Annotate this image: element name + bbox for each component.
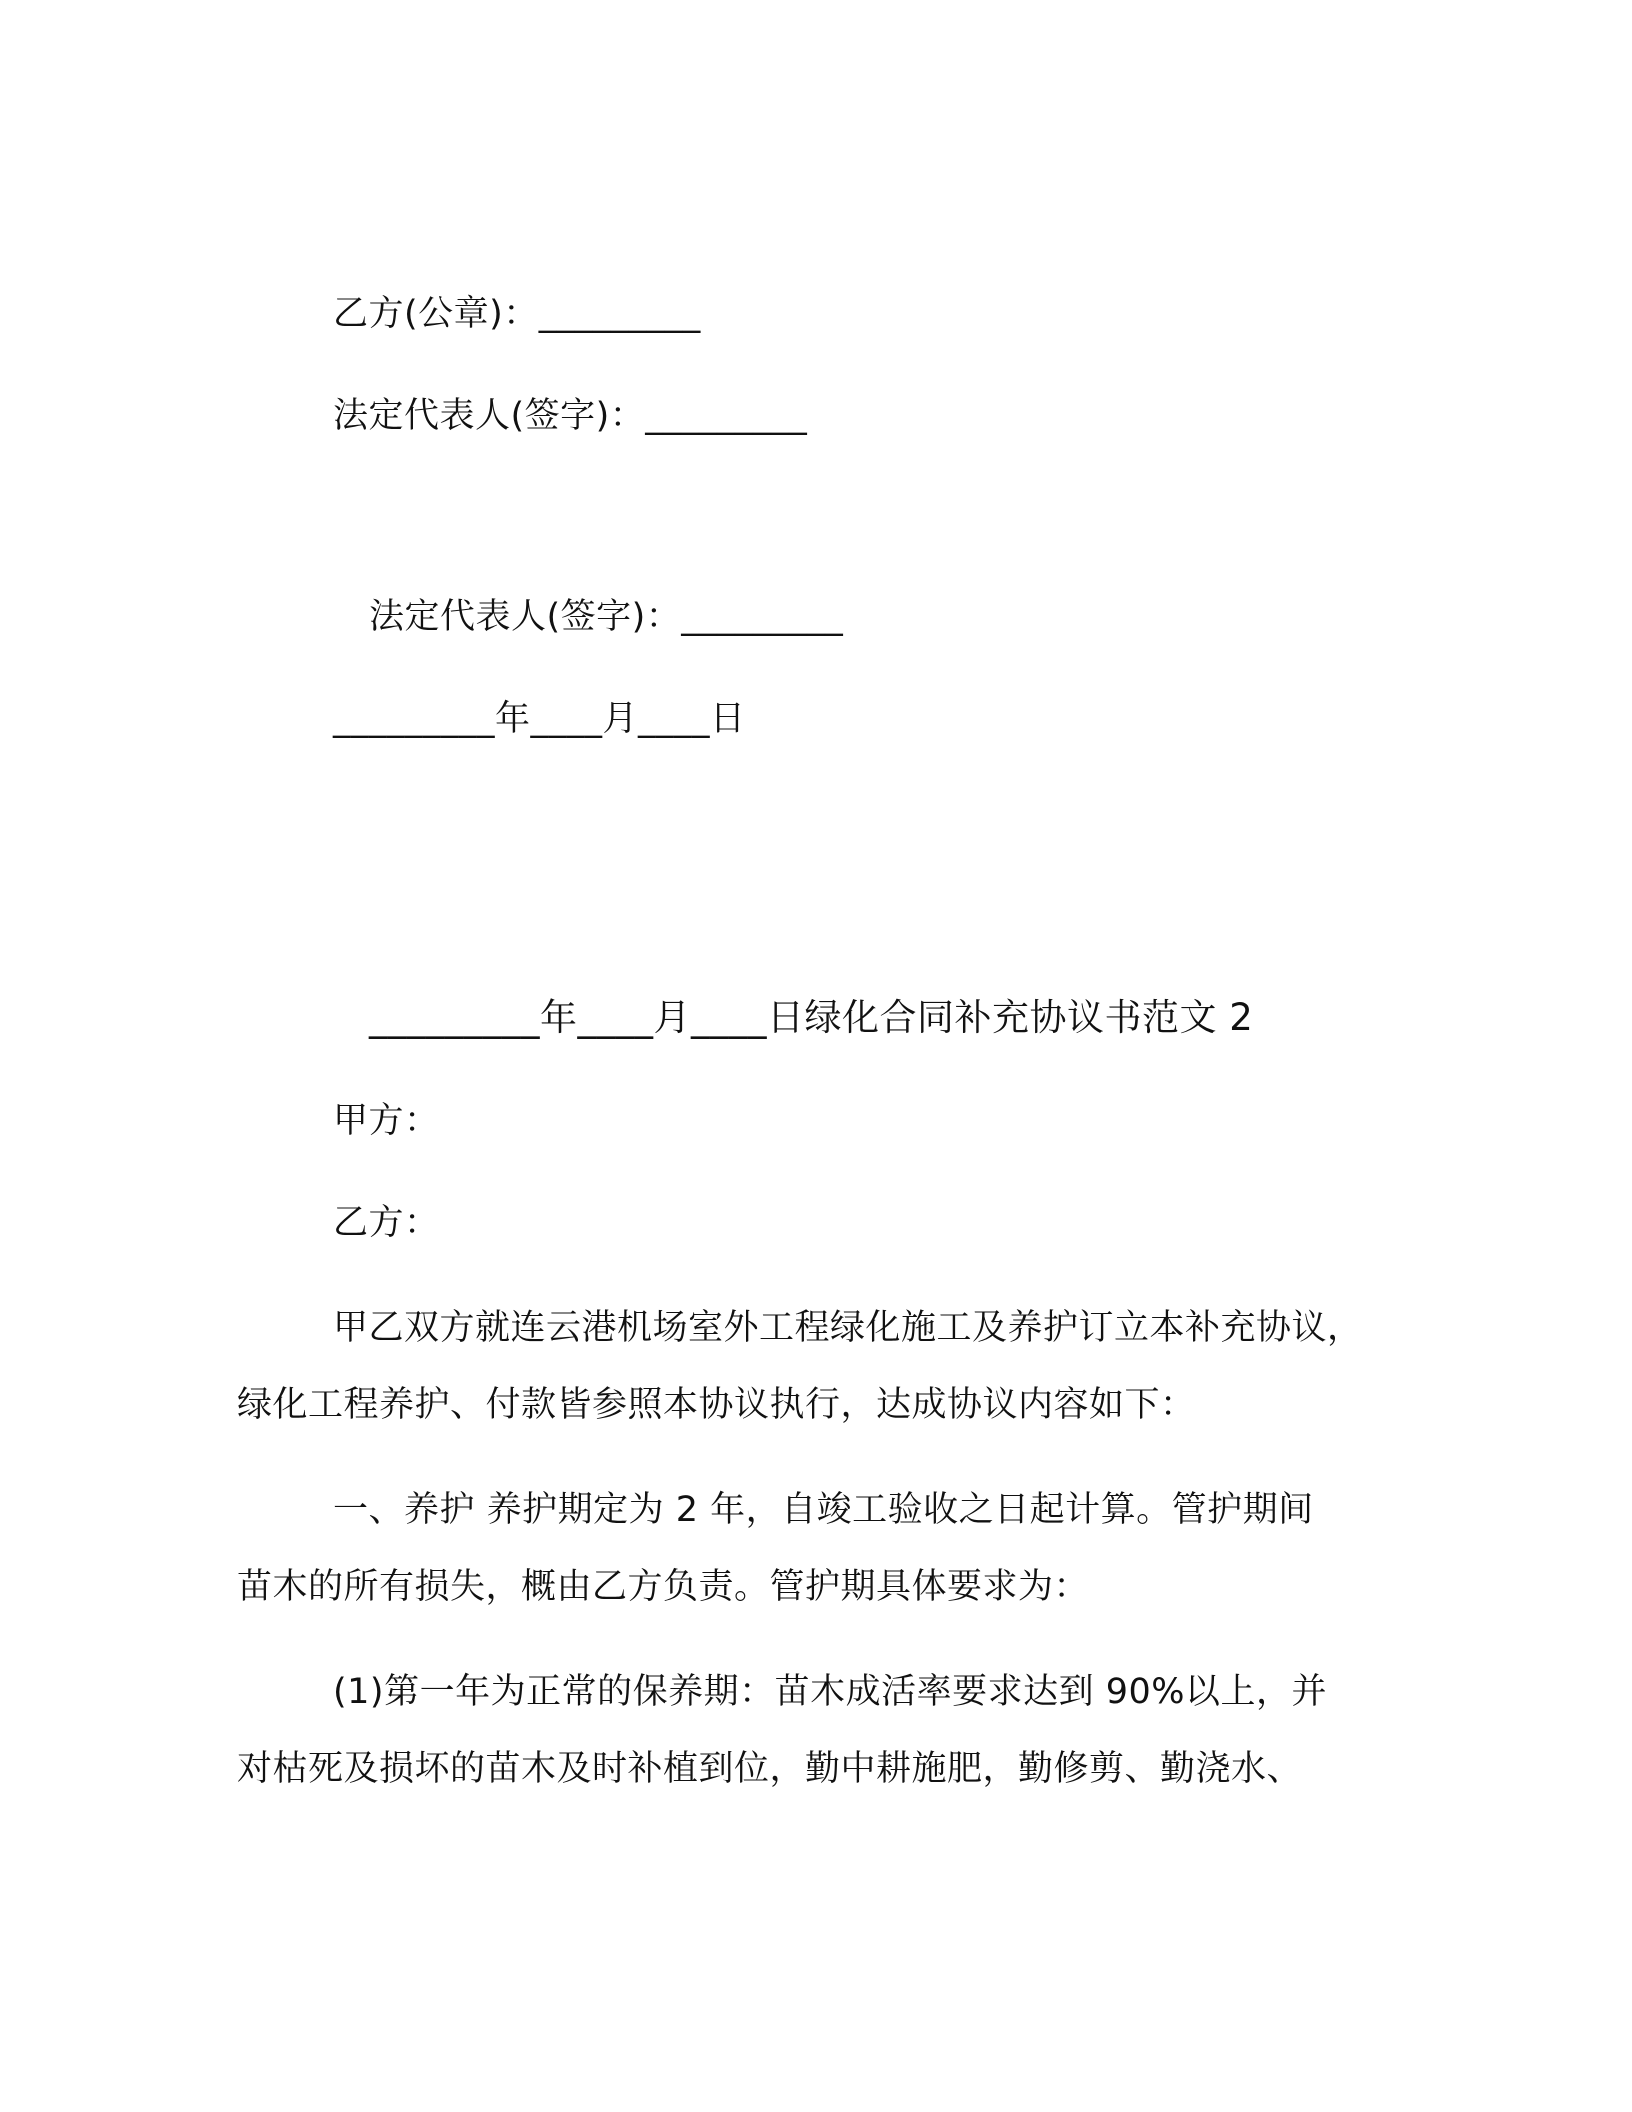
document-title: _________年____月____日绿化合同补充协议书范文 2: [369, 996, 1254, 1039]
party-b-seal-line: 乙方(公章)：_________: [333, 294, 701, 334]
party-b-label: 乙方：: [333, 1203, 440, 1243]
legal-rep-signature-line-1: 法定代表人(签字)：_________: [333, 396, 808, 436]
item-1-line-1: (1)第一年为正常的保养期：苗木成活率要求达到 90%以上，并: [333, 1672, 1327, 1712]
item-1-line-2: 对枯死及损坏的苗木及时补植到位，勤中耕施肥，勤修剪、勤浇水、: [237, 1749, 1303, 1789]
legal-rep-signature-line-2: 法定代表人(签字)：_________: [369, 597, 844, 637]
party-a-label: 甲方：: [333, 1101, 440, 1141]
section-1-line-2: 苗木的所有损失，概由乙方负责。管护期具体要求为：: [237, 1567, 1090, 1607]
intro-paragraph-line-2: 绿化工程养护、付款皆参照本协议执行，达成协议内容如下：: [237, 1385, 1196, 1425]
date-line: _________年____月____日: [333, 699, 746, 739]
intro-paragraph-line-1: 甲乙双方就连云港机场室外工程绿化施工及养护订立本补充协议，: [333, 1308, 1363, 1348]
section-1-line-1: 一、养护 养护期定为 2 年，自竣工验收之日起计算。管护期间: [333, 1490, 1314, 1530]
